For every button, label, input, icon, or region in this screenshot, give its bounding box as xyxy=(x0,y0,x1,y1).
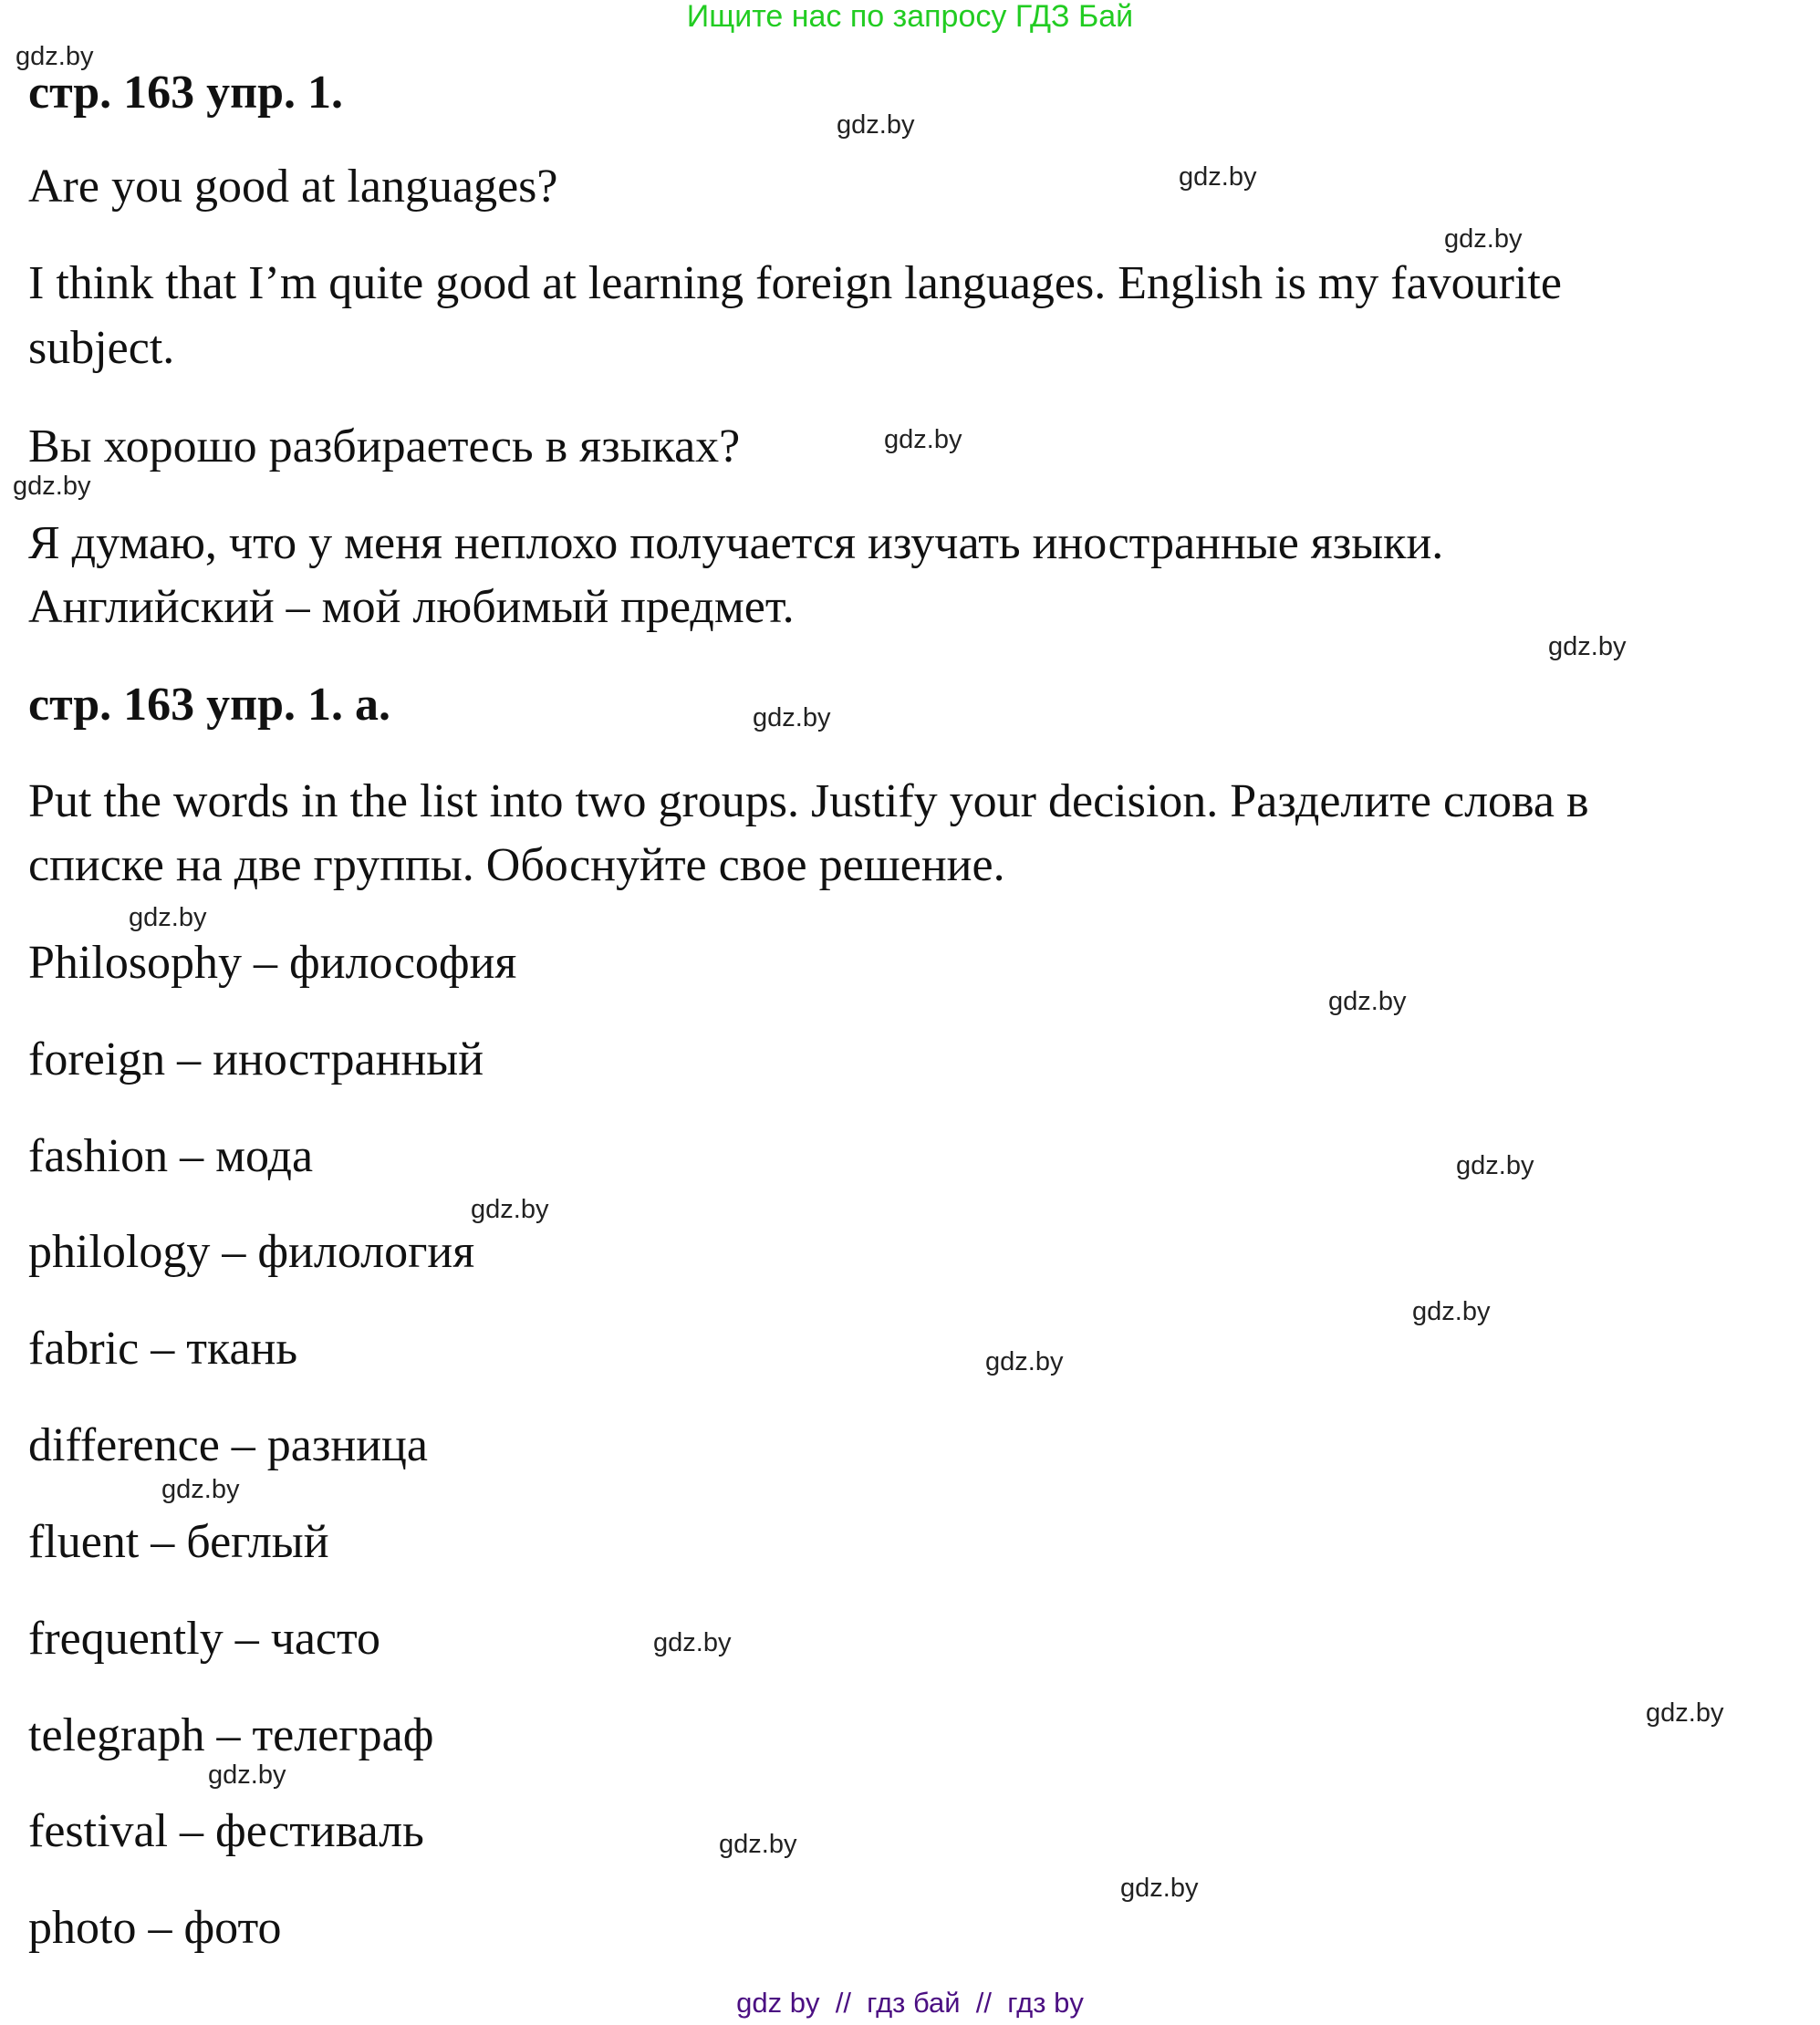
task-line-1: Put the words in the list into two groups. Justify your decision. Разделите слова в xyxy=(28,775,1589,827)
word-item: Philosophy – философия xyxy=(28,937,517,989)
watermark: gdz.by xyxy=(129,903,207,932)
answer-ru-line-2: Английский – мой любимый предмет. xyxy=(28,581,795,633)
task-line-2: списке на две группы. Обоснуйте свое решение. xyxy=(28,839,1005,891)
answer-en-line-2: subject. xyxy=(28,322,175,374)
word-item: fashion – мода xyxy=(28,1130,314,1182)
watermark: gdz.by xyxy=(985,1347,1064,1376)
watermark: gdz.by xyxy=(471,1195,549,1224)
watermark: gdz.by xyxy=(161,1475,240,1504)
word-item: telegraph – телеграф xyxy=(28,1709,434,1761)
watermark: gdz.by xyxy=(719,1830,797,1859)
watermark: gdz.by xyxy=(1456,1151,1534,1180)
word-item: foreign – иностранный xyxy=(28,1033,484,1085)
word-item: photo – фото xyxy=(28,1902,282,1954)
watermark: gdz.by xyxy=(1328,987,1407,1016)
section-heading-2: стр. 163 упр. 1. а. xyxy=(28,679,391,731)
watermark: gdz.by xyxy=(13,472,91,501)
watermark: gdz.by xyxy=(208,1760,286,1790)
word-item: festival – фестиваль xyxy=(28,1805,424,1857)
watermark: gdz.by xyxy=(753,703,831,732)
word-item: difference – разница xyxy=(28,1419,428,1471)
word-item: fabric – ткань xyxy=(28,1323,298,1375)
word-item: philology – филология xyxy=(28,1226,475,1278)
section-heading-1: стр. 163 упр. 1. xyxy=(28,67,344,119)
word-item: frequently – часто xyxy=(28,1613,381,1665)
watermark: gdz.by xyxy=(1179,162,1257,192)
question-ru: Вы хорошо разбираетесь в языках? xyxy=(28,421,741,472)
watermark: gdz.by xyxy=(653,1628,732,1657)
watermark: gdz.by xyxy=(837,110,915,140)
search-banner: Ищите нас по запросу ГДЗ Бай xyxy=(686,0,1134,34)
watermark: gdz.by xyxy=(1412,1297,1491,1326)
footer-links: gdz by // гдз бай // гдз by xyxy=(736,1987,1084,2019)
watermark: gdz.by xyxy=(1646,1698,1724,1728)
watermark: gdz.by xyxy=(1120,1874,1199,1903)
answer-en-line-1: I think that I’m quite good at learning foreign languages. English is my favourite xyxy=(28,257,1562,309)
answer-ru-line-1: Я думаю, что у меня неплохо получается изучать иностранные языки. xyxy=(28,517,1444,569)
word-item: fluent – беглый xyxy=(28,1516,329,1568)
watermark: gdz.by xyxy=(884,425,962,454)
watermark: gdz.by xyxy=(1548,632,1627,661)
question-en: Are you good at languages? xyxy=(28,161,558,213)
watermark: gdz.by xyxy=(1444,224,1523,254)
watermark: gdz.by xyxy=(16,42,94,71)
